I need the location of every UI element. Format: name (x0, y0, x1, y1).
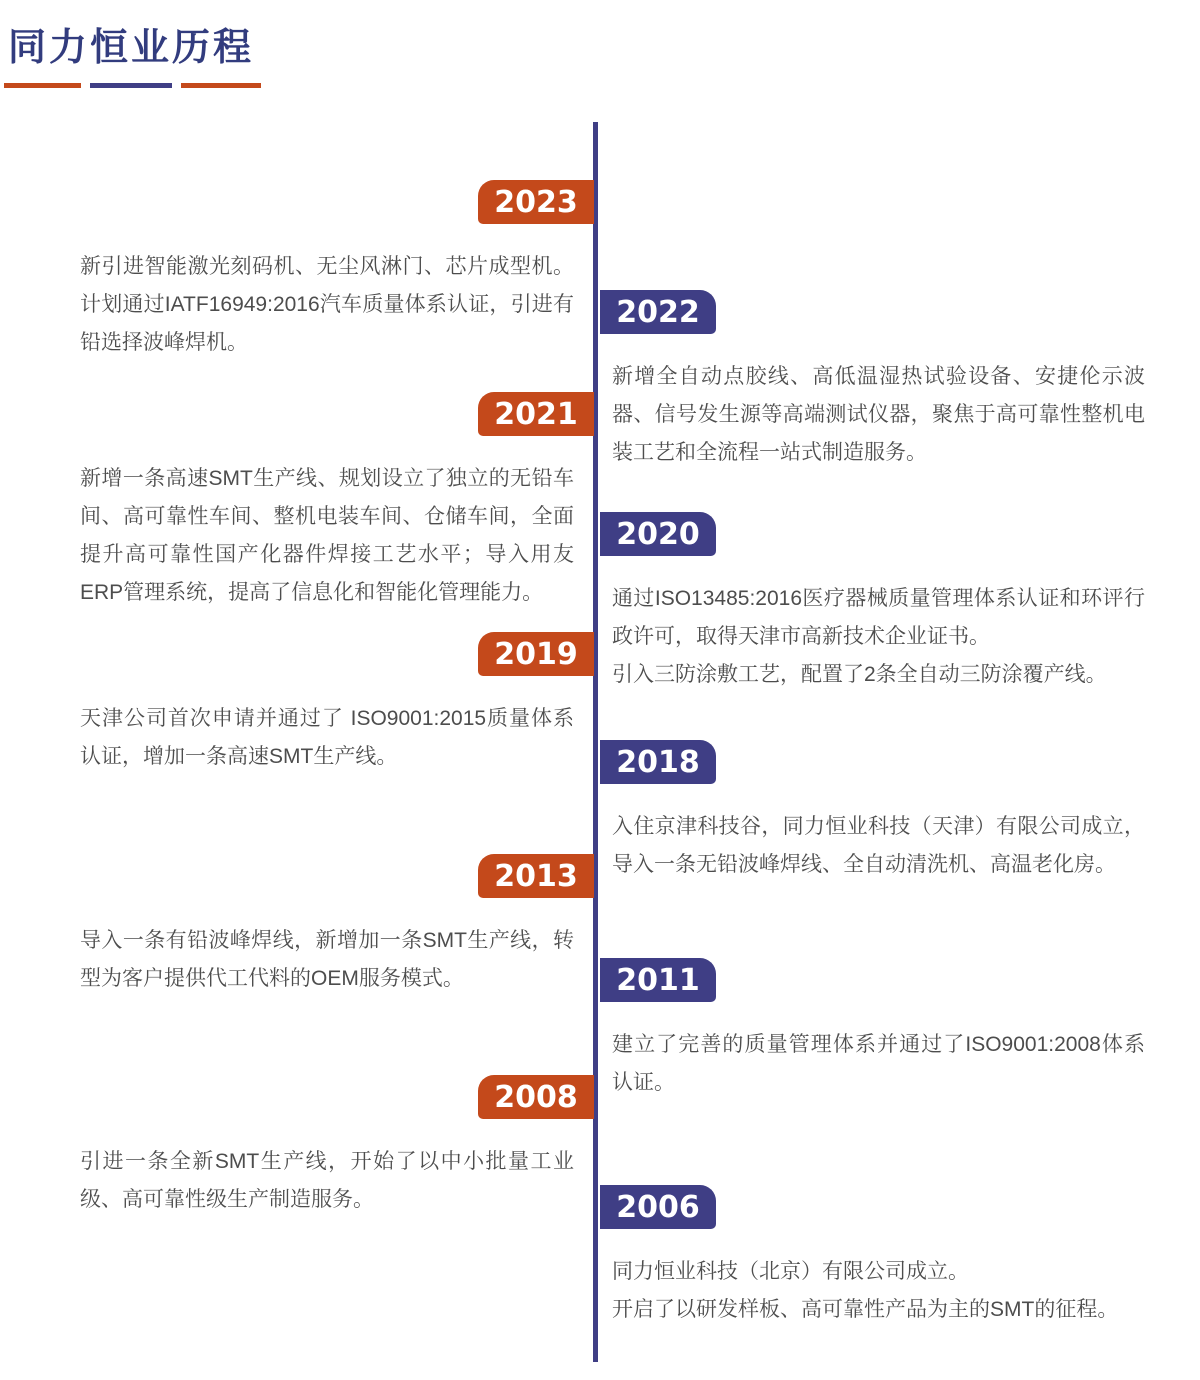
year-badge-2022 (600, 290, 716, 334)
year-label: 2008 (494, 1079, 578, 1115)
year-label: 2019 (494, 636, 578, 672)
year-badge-2019 (478, 632, 594, 676)
year-badge-2013 (478, 854, 594, 898)
description-line: 开启了以研发样板、高可靠性产品为主的SMT的征程。 (612, 1298, 1119, 1321)
description-line: 新增全自动点胶线、高低温湿热试验设备、安捷伦示波器、信号发生源等高端测试仪器，聚焦于高可靠性整机电装工艺和全流程一站式制造服务。 (612, 365, 1145, 464)
description-line: 引入三防涂敷工艺，配置了2条全自动三防涂覆产线。 (612, 663, 1107, 686)
year-label: 2018 (616, 744, 700, 780)
timeline-event-2006 (0, 1185, 1200, 1329)
description-line: 通过ISO13485:2016医疗器械质量管理体系认证和环评行政许可，取得天津市高新技术企业证书。 (612, 587, 1145, 648)
year-badge-2006 (600, 1185, 716, 1229)
year-label: 2022 (616, 294, 700, 330)
year-badge-2023 (478, 180, 594, 224)
year-badge-2011 (600, 958, 716, 1002)
year-badge-2008 (478, 1075, 594, 1119)
title-underline (4, 83, 261, 88)
year-badge-2020 (600, 512, 716, 556)
year-label: 2013 (494, 858, 578, 894)
description-line: 建立了完善的质量管理体系并通过了ISO9001:2008体系认证。 (612, 1033, 1145, 1094)
description-line: 天津公司首次申请并通过了 ISO9001:2015质量体系认证，增加一条高速SMT生产线。 (80, 707, 574, 768)
year-badge-2021 (478, 392, 594, 436)
title-underline-bar-3 (181, 83, 261, 88)
year-label: 2023 (494, 184, 578, 220)
year-label: 2011 (616, 962, 700, 998)
description-line: 引进一条全新SMT生产线，开始了以中小批量工业级、高可靠性级生产制造服务。 (80, 1150, 574, 1211)
year-label: 2020 (616, 516, 700, 552)
description-line: 导入一条有铅波峰焊线，新增加一条SMT生产线，转型为客户提供代工代料的OEM服务模式。 (80, 929, 574, 990)
title-underline-bar-1 (4, 83, 81, 88)
description-line: 新增一条高速SMT生产线、规划设立了独立的无铅车间、高可靠性车间、整机电装车间、仓储车间，全面提升高可靠性国产化器件焊接工艺水平；导入用友ERP管理系统，提高了信息化和智能化管理能力。 (80, 467, 574, 604)
description-line: 入住京津科技谷，同力恒业科技（天津）有限公司成立，导入一条无铅波峰焊线、全自动清洗机、高温老化房。 (612, 815, 1145, 876)
event-description-2006 (612, 1253, 1145, 1329)
year-label: 2006 (616, 1189, 700, 1225)
description-line: 新引进智能激光刻码机、无尘风淋门、芯片成型机。计划通过IATF16949:2016汽车质量体系认证，引进有铅选择波峰焊机。 (80, 255, 574, 354)
year-badge-2018 (600, 740, 716, 784)
year-label: 2021 (494, 396, 578, 432)
description-line: 同力恒业科技（北京）有限公司成立。 (612, 1260, 969, 1283)
page-title: 同力恒业历程 (8, 27, 255, 69)
title-underline-bar-2 (90, 83, 172, 88)
